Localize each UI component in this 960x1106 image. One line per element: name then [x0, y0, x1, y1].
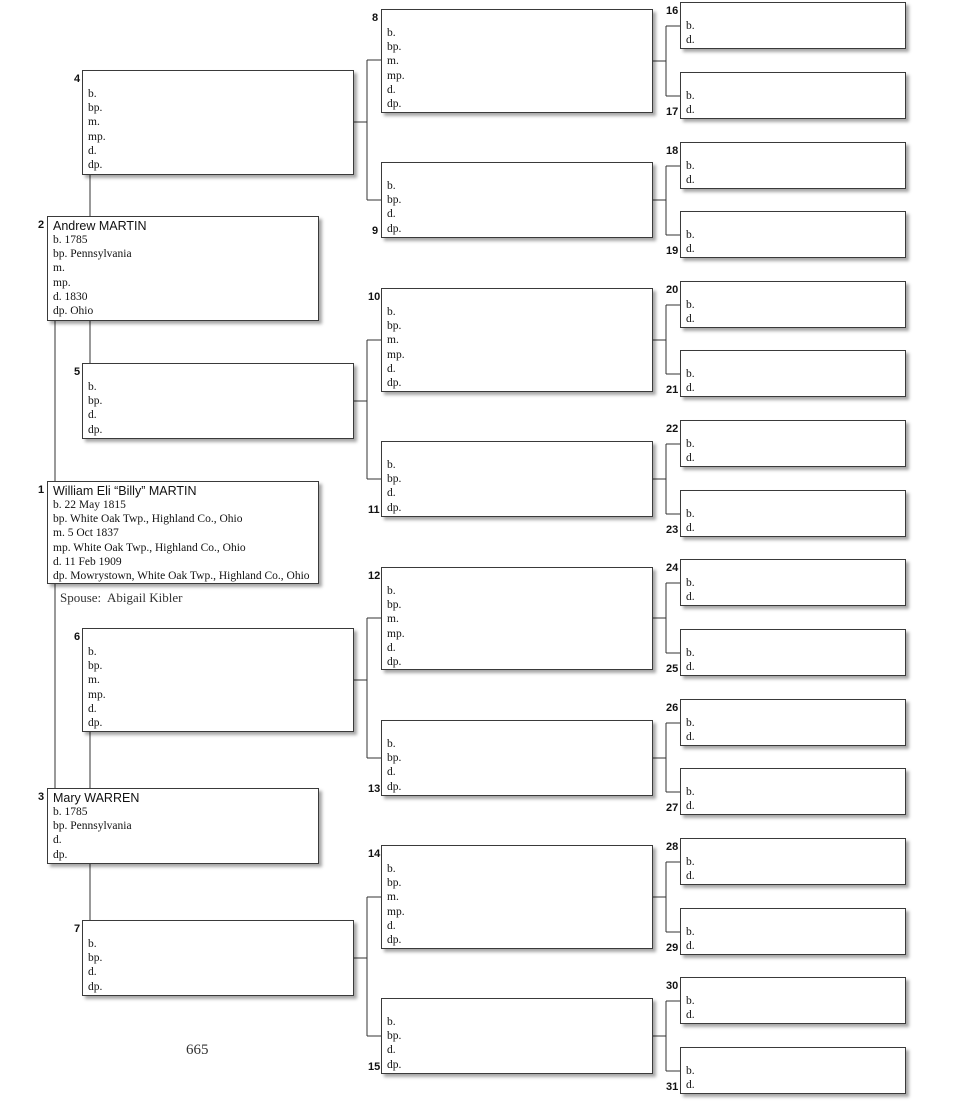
person-name [686, 632, 905, 646]
person-field: b. [686, 19, 695, 32]
person-number-8: 8 [372, 12, 379, 24]
person-number-19: 19 [666, 245, 679, 257]
person-fields [686, 925, 905, 953]
person-field: m. [387, 613, 399, 626]
person-field: d. [387, 208, 396, 221]
person-box-31 [680, 1047, 906, 1094]
person-number-16: 16 [666, 5, 679, 17]
person-field: d. [387, 1044, 396, 1057]
person-name [686, 423, 905, 437]
person-number-18: 18 [666, 145, 679, 157]
person-fields [53, 805, 318, 862]
person-field: b. [387, 1016, 396, 1028]
person-field: m. [387, 334, 399, 347]
person-name [686, 562, 905, 576]
person-number-27: 27 [666, 802, 679, 814]
person-fields [686, 228, 905, 256]
person-box-3 [47, 788, 319, 864]
person-box-25 [680, 629, 906, 676]
person-field: bp. [387, 752, 402, 765]
person-box-7 [82, 920, 354, 996]
person-fields [88, 380, 353, 437]
person-field: m. [88, 674, 100, 687]
person-fields [88, 645, 353, 730]
person-box-14 [381, 845, 653, 949]
person-field: m. [88, 116, 100, 129]
person-number-11: 11 [368, 504, 380, 516]
person-number-3: 3 [38, 791, 45, 803]
person-number-20: 20 [666, 284, 679, 296]
person-field: dp. [88, 159, 103, 172]
person-name [686, 214, 905, 228]
person-name [88, 366, 353, 380]
person-field: d. [686, 730, 695, 743]
person-field: b. [686, 646, 695, 659]
person-field: b. [387, 863, 396, 875]
person-box-6 [82, 628, 354, 732]
person-name [88, 631, 353, 645]
person-name [686, 702, 905, 716]
person-box-10 [381, 288, 653, 392]
person-field: d. [387, 362, 396, 375]
person-field: mp. [88, 688, 106, 701]
person-box-12 [381, 567, 653, 670]
person-name [686, 980, 905, 994]
person-number-4: 4 [74, 73, 81, 85]
person-field: b. [387, 306, 396, 318]
person-name [686, 771, 905, 785]
person-box-9 [381, 162, 653, 238]
person-field: d. [686, 451, 695, 464]
person-field: d. [686, 381, 695, 394]
person-box-30 [680, 977, 906, 1024]
person-name [686, 1050, 905, 1064]
person-field: b. [88, 938, 97, 950]
person-name [686, 284, 905, 298]
person-field: dp. [88, 423, 103, 436]
person-field: dp. [387, 98, 402, 111]
person-number-24: 24 [666, 562, 679, 574]
person-field: d. [387, 487, 396, 500]
person-field: mp. [387, 627, 405, 640]
person-field: dp. [387, 377, 402, 390]
person-fields [387, 179, 652, 236]
person-box-1 [47, 481, 319, 584]
person-field: d. [686, 33, 695, 46]
person-fields [387, 862, 652, 947]
person-number-25: 25 [666, 663, 679, 675]
person-box-29 [680, 908, 906, 955]
person-name: Mary WARREN [53, 791, 140, 805]
person-box-15 [381, 998, 653, 1074]
person-field: bp. [88, 952, 103, 965]
person-field: m. 5 Oct 1837 [53, 527, 119, 540]
person-field: b. [88, 88, 97, 100]
person-field: b. [88, 646, 97, 658]
person-fields [387, 305, 652, 390]
person-field: bp. [387, 599, 402, 612]
person-field: b. [686, 437, 695, 450]
person-field: mp. [387, 69, 405, 82]
person-field: b. [387, 180, 396, 192]
person-name [387, 570, 652, 584]
person-name [686, 5, 905, 19]
person-field: bp. [387, 320, 402, 333]
person-fields [686, 507, 905, 535]
person-number-22: 22 [666, 423, 679, 435]
person-number-10: 10 [368, 291, 381, 303]
person-fields [686, 298, 905, 326]
person-field: d. [88, 966, 97, 979]
person-field: dp. [387, 222, 402, 235]
person-name [686, 75, 905, 89]
person-name [387, 291, 652, 305]
person-fields [686, 437, 905, 465]
person-number-31: 31 [666, 1081, 679, 1093]
person-number-12: 12 [368, 570, 381, 582]
person-field: dp. [387, 656, 402, 669]
person-field: b. 1785 [53, 234, 88, 246]
person-box-26 [680, 699, 906, 746]
person-field: d. [686, 799, 695, 812]
person-number-13: 13 [368, 783, 381, 795]
person-field: d. [387, 766, 396, 779]
person-name [88, 73, 353, 87]
person-field: m. [53, 262, 65, 275]
person-field: b. [686, 159, 695, 172]
person-fields [686, 19, 905, 47]
person-field: bp. [88, 102, 103, 115]
person-field: b. [686, 994, 695, 1007]
person-fields [88, 937, 353, 994]
person-field: b. [686, 716, 695, 729]
person-fields [686, 89, 905, 117]
person-field: b. [686, 1064, 695, 1077]
person-field: d. [686, 939, 695, 952]
person-fields [686, 576, 905, 604]
person-box-2 [47, 216, 319, 321]
person-number-28: 28 [666, 841, 679, 853]
person-box-27 [680, 768, 906, 815]
person-field: b. 1785 [53, 806, 88, 818]
person-fields [53, 233, 318, 318]
person-field: b. [387, 27, 396, 39]
person-field: mp. [88, 130, 106, 143]
person-field: b. [686, 298, 695, 311]
person-field: d. [686, 1008, 695, 1021]
person-field: b. [686, 925, 695, 938]
person-box-24 [680, 559, 906, 606]
person-fields [53, 498, 318, 583]
person-fields [686, 855, 905, 883]
person-fields [686, 785, 905, 813]
person-field: mp. White Oak Twp., Highland Co., Ohio [53, 541, 246, 554]
person-field: dp. [387, 501, 402, 514]
person-field: bp. [387, 41, 402, 54]
person-number-9: 9 [372, 225, 379, 237]
person-number-1: 1 [38, 484, 45, 496]
spouse-name: Abigail Kibler [106, 590, 183, 605]
person-fields [686, 646, 905, 674]
person-box-4 [82, 70, 354, 175]
person-field: b. [88, 381, 97, 393]
person-field: d. [53, 834, 62, 847]
person-field: b. [686, 507, 695, 520]
person-number-15: 15 [368, 1061, 381, 1073]
person-box-8 [381, 9, 653, 113]
person-box-23 [680, 490, 906, 537]
person-field: d. [686, 242, 695, 255]
person-field: b. [387, 738, 396, 750]
person-field: dp. [88, 980, 103, 993]
person-name: William Eli “Billy” MARTIN [53, 484, 197, 498]
person-field: bp. [387, 1030, 402, 1043]
person-fields [387, 737, 652, 794]
person-field: b. [686, 367, 695, 380]
person-field: m. [387, 891, 399, 904]
person-field: d. [686, 660, 695, 673]
person-name [387, 723, 652, 737]
person-fields [686, 159, 905, 187]
person-fields [387, 584, 652, 669]
person-field: dp. Ohio [53, 305, 94, 318]
person-box-5 [82, 363, 354, 439]
person-field: d. [686, 521, 695, 534]
person-field: d. [686, 173, 695, 186]
person-name [686, 911, 905, 925]
person-fields [387, 1015, 652, 1072]
person-name [686, 493, 905, 507]
person-name [387, 444, 652, 458]
person-field: b. [387, 585, 396, 597]
person-field: dp. [88, 717, 103, 730]
person-box-22 [680, 420, 906, 467]
person-number-7: 7 [74, 923, 81, 935]
person-field: b. 22 May 1815 [53, 499, 126, 511]
person-field: d. [686, 1078, 695, 1091]
person-fields [686, 1064, 905, 1092]
person-fields [88, 87, 353, 172]
spouse-label: Spouse: [60, 590, 102, 605]
person-field: d. 11 Feb 1909 [53, 555, 122, 568]
person-field: bp. [387, 473, 402, 486]
person-name [686, 841, 905, 855]
person-number-6: 6 [74, 631, 81, 643]
person-field: mp. [53, 276, 71, 289]
person-number-14: 14 [368, 848, 381, 860]
person-fields [686, 994, 905, 1022]
person-box-16 [680, 2, 906, 49]
person-box-21 [680, 350, 906, 397]
person-field: d. [387, 83, 396, 96]
person-field: dp. [53, 848, 68, 861]
person-number-17: 17 [666, 106, 679, 118]
person-field: dp. [387, 780, 402, 793]
person-name [88, 923, 353, 937]
person-field: d. [686, 312, 695, 325]
spouse-line [60, 590, 182, 606]
person-name [686, 353, 905, 367]
person-name [686, 145, 905, 159]
person-field: d. [387, 919, 396, 932]
person-fields [686, 367, 905, 395]
person-field: mp. [387, 905, 405, 918]
person-field: dp. [387, 934, 402, 947]
person-field: d. 1830 [53, 290, 88, 303]
person-field: d. [686, 869, 695, 882]
person-box-17 [680, 72, 906, 119]
person-number-26: 26 [666, 702, 679, 714]
person-field: bp. [88, 660, 103, 673]
person-number-2: 2 [38, 219, 45, 231]
person-field: b. [387, 459, 396, 471]
person-field: bp. [88, 395, 103, 408]
person-name [387, 848, 652, 862]
person-number-21: 21 [666, 384, 679, 396]
person-fields [387, 26, 652, 111]
person-field: dp. Mowrystown, White Oak Twp., Highland Co., Ohio [53, 570, 310, 583]
person-field: m. [387, 55, 399, 68]
person-fields [387, 458, 652, 515]
person-name [387, 1001, 652, 1015]
person-number-23: 23 [666, 524, 679, 536]
person-field: bp. White Oak Twp., Highland Co., Ohio [53, 513, 243, 526]
person-box-13 [381, 720, 653, 796]
person-field: b. [686, 228, 695, 241]
person-fields [686, 716, 905, 744]
person-field: bp. [387, 877, 402, 890]
person-box-19 [680, 211, 906, 258]
person-name: Andrew MARTIN [53, 219, 147, 233]
person-box-20 [680, 281, 906, 328]
person-box-11 [381, 441, 653, 517]
person-field: b. [686, 785, 695, 798]
person-field: bp. Pennsylvania [53, 820, 132, 833]
person-field: bp. [387, 194, 402, 207]
person-number-5: 5 [74, 366, 81, 378]
person-number-29: 29 [666, 942, 679, 954]
person-box-18 [680, 142, 906, 189]
page-number: 665 [186, 1042, 209, 1058]
person-field: d. [88, 702, 97, 715]
person-field: d. [686, 590, 695, 603]
person-number-30: 30 [666, 980, 679, 992]
person-box-28 [680, 838, 906, 885]
person-field: d. [88, 144, 97, 157]
person-field: b. [686, 855, 695, 868]
person-field: mp. [387, 348, 405, 361]
person-field: b. [686, 576, 695, 589]
person-field: dp. [387, 1058, 402, 1071]
person-field: d. [686, 103, 695, 116]
person-field: d. [387, 641, 396, 654]
person-name [387, 165, 652, 179]
person-field: b. [686, 89, 695, 102]
person-field: bp. Pennsylvania [53, 248, 132, 261]
person-name [387, 12, 652, 26]
person-field: d. [88, 409, 97, 422]
